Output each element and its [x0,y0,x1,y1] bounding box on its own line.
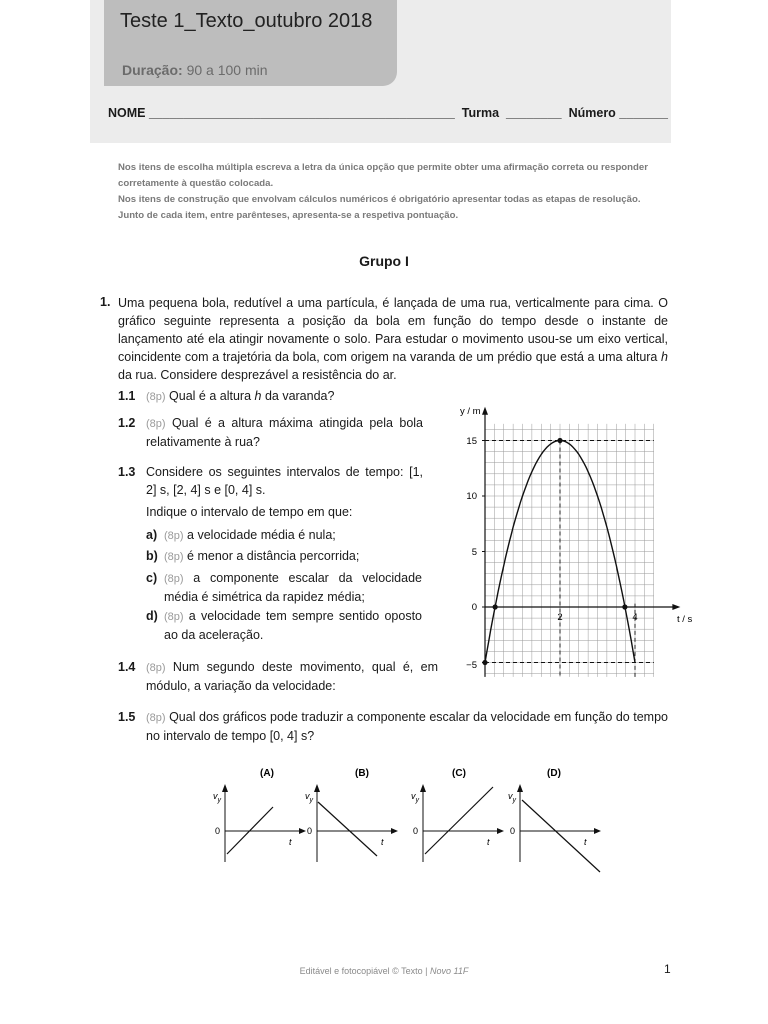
question-number: 1. [100,295,111,309]
chart-axes [482,407,680,677]
question-text [118,294,668,384]
option-label: (A) [260,768,274,779]
velocity-line [522,800,600,872]
x-axis-arrow [391,828,398,834]
duration-value: 90 a 100 min [182,62,268,78]
item-number: 1.2 [118,416,136,430]
option-letter: a) [146,528,158,542]
variable-h: h [661,350,668,364]
x-axis-arrow [299,828,306,834]
item-1-5 [118,708,670,748]
y-axis-label: y / m [460,406,481,417]
item-1-3-d [146,607,426,643]
velocity-line [318,802,377,856]
item-number: 1.5 [118,710,136,724]
v-letter: v [508,791,513,801]
question-text-part: Uma pequena bola, redutível a uma partícula, é lançada de uma rua, verticalmente para cima. O gráfico seguinte representa a posição da bola em função do tempo desde o instante de lançamento até ela atingir novamente o solo. Para estudar o movimento usou-se um eixo vertical, coincidente com a trajetória da bola, com origem na varanda de um prédio que está a uma altura [118,296,668,364]
option-letter: d) [146,609,158,623]
option-text [164,526,336,545]
footer-text: Editável e fotocopiável © Texto | [299,966,431,976]
page-number: 1 [664,962,671,976]
item-1-3-c [146,569,426,605]
y-axis-arrow [482,407,488,415]
item-1-1 [118,387,438,407]
v-label [305,791,314,804]
data-point [622,604,627,609]
chart-grid [485,424,654,677]
v-subscript: y [309,797,313,804]
position-time-chart [450,400,700,685]
y-axis-arrow [222,784,228,792]
velocity-options [205,760,625,875]
v-label [411,791,420,804]
item-text-part: Qual é a altura [165,389,255,403]
y-tick-label: 15 [466,436,477,447]
v-subscript: y [217,797,221,804]
x-axis-label: t / s [677,614,693,625]
option-text [164,607,422,644]
question-text-part: da rua. Considere desprezável a resistência do ar. [118,368,397,382]
v-letter: v [213,791,218,801]
test-title: Teste 1_Texto_outubro 2018 [120,10,373,32]
zero-label: 0 [510,826,516,836]
option-graph-b [305,768,398,862]
instructions [118,160,678,224]
item-1-3 [118,463,423,503]
t-label: t [289,837,292,847]
x-tick-label: 2 [557,612,563,623]
item-text-part: Qual dos gráficos pode traduzir a componente escalar da velocidade em função do tempo no intervalo de tempo [0, 4] s? [146,710,668,743]
instruction-line: Junto de cada item, entre parênteses, apresenta-se a respetiva pontuação. [118,210,459,221]
y-tick-label: 0 [471,602,477,613]
variable-h: h [254,389,262,403]
option-text-part: a velocidade média é nula; [183,528,336,542]
item-1-2 [118,414,423,454]
x-axis-arrow [594,828,601,834]
item-1-3-a [146,526,426,544]
y-tick-label: 5 [471,547,477,558]
zero-label: 0 [307,826,313,836]
item-1-3-prompt: Indique o intervalo de tempo em que: [146,505,353,519]
data-point [493,604,498,609]
t-label: t [381,837,384,847]
option-letter: b) [146,549,158,563]
option-text-part: a componente escalar da velocidade média é simétrica da rapidez média; [164,571,422,604]
y-axis-arrow [517,784,523,792]
option-label: (B) [355,768,369,779]
option-text [164,547,359,566]
group-title: Grupo I [359,253,409,269]
instruction-line: Nos itens de construção que envolvam cálculos numéricos é obrigatório apresentar todas as etapas de resolução. [118,194,641,205]
zero-label: 0 [215,826,221,836]
item-text: Considere os seguintes intervalos de tempo: [1, 2] s, [2, 4] s e [0, 4] s. [146,465,423,497]
option-graph-a [213,768,306,862]
points: (8p) [146,418,166,430]
option-label: (C) [452,768,466,779]
item-number: 1.1 [118,389,136,403]
option-graph-c [411,768,504,862]
instruction-line: corretamente à questão colocada. [118,178,274,189]
item-text [146,387,334,406]
t-label: t [487,837,490,847]
points: (8p) [164,611,184,623]
v-letter: v [411,791,416,801]
points: (8p) [164,551,184,563]
footer [0,966,768,976]
y-tick-label: 10 [466,491,477,502]
option-text-part: a velocidade tem sempre sentido oposto ao da aceleração. [164,609,422,642]
option-label: (D) [547,768,561,779]
item-text-part: da varanda? [261,389,335,403]
option-text [164,569,422,606]
duration [122,62,268,78]
points: (8p) [146,391,166,403]
item-number: 1.4 [118,660,136,674]
instruction-line: Nos itens de escolha múltipla escreva a letra da única opção que permite obter uma afirmação correta ou responder [118,162,648,173]
x-axis-arrow [497,828,504,834]
t-label: t [584,837,587,847]
v-subscript: y [415,797,419,804]
footer-book: Novo 11F [430,966,469,976]
name-line: NOME ____________________________________________ Turma ________ Número _______ [108,106,668,120]
option-letter: c) [146,571,158,585]
data-point [482,660,487,665]
x-axis-arrow [672,604,680,610]
velocity-line [425,787,493,854]
item-1-3-b [146,547,426,565]
points: (8p) [164,530,184,542]
v-letter: v [305,791,310,801]
item-text [146,708,668,745]
item-number: 1.3 [118,465,136,479]
points: (8p) [164,573,184,585]
option-text-part: é menor a distância percorrida; [183,549,360,563]
x-tick-label: 4 [632,612,638,623]
item-text [146,414,423,451]
option-graph-d [508,768,601,872]
v-label [508,791,517,804]
data-point [557,438,562,443]
item-text-part: Qual é a altura máxima atingida pela bola relativamente à rua? [146,416,423,449]
points: (8p) [146,662,166,674]
v-subscript: y [512,797,516,804]
y-tick-label: −5 [466,660,477,671]
y-axis-arrow [420,784,426,792]
duration-label: Duração: [122,62,183,78]
points: (8p) [146,712,166,724]
item-text [146,658,438,695]
y-axis-arrow [314,784,320,792]
item-1-4 [118,658,440,698]
item-text-part: Num segundo deste movimento, qual é, em módulo, a variação da velocidade: [146,660,438,693]
zero-label: 0 [413,826,419,836]
v-label [213,791,222,804]
